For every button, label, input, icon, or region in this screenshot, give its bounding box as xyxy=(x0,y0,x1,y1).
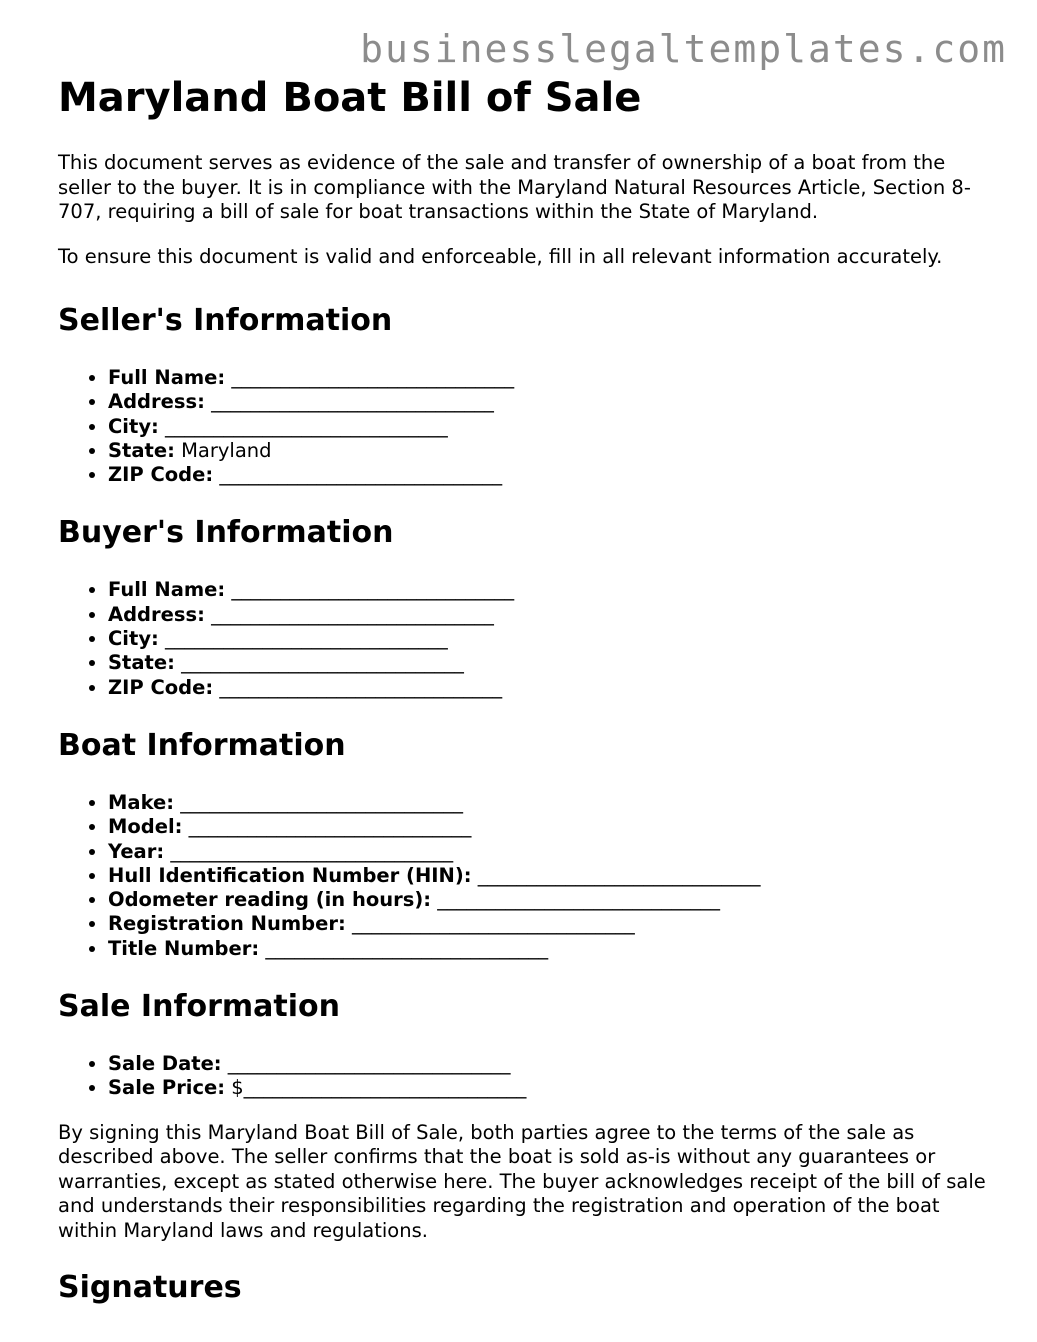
field-blank: _____________________________ xyxy=(471,863,761,887)
field-label: City: xyxy=(108,414,159,438)
buyer-fields-list xyxy=(58,578,998,699)
seller-address-field xyxy=(108,390,998,414)
field-label: City: xyxy=(108,627,159,651)
field-label: ZIP Code: xyxy=(108,675,214,699)
field-blank: _____________________________ xyxy=(221,1052,511,1076)
sale-section-heading: Sale Information xyxy=(58,989,340,1025)
field-label: Sale Date: xyxy=(108,1052,222,1076)
field-label: Make: xyxy=(108,790,175,814)
field-blank: _____________________________ xyxy=(158,627,448,651)
watermark: businesslegaltemplates.com xyxy=(360,27,1007,71)
field-blank: _____________________________ xyxy=(259,936,549,960)
sale-price-field xyxy=(108,1076,998,1100)
page-title: Maryland Boat Bill of Sale xyxy=(58,75,642,121)
field-blank: _____________________________ xyxy=(158,414,448,438)
seller-zip-field xyxy=(108,463,998,487)
field-label: Odometer reading (in hours): xyxy=(108,888,432,912)
seller-fields-list xyxy=(58,366,998,487)
boat-odometer-field xyxy=(108,888,998,912)
seller-full-name-field xyxy=(108,366,998,390)
boat-model-field xyxy=(108,815,998,839)
seller-city-field xyxy=(108,415,998,439)
field-label: State: xyxy=(108,651,175,675)
field-label: Title Number: xyxy=(108,936,260,960)
field-label: Address: xyxy=(108,602,205,626)
sale-date-field xyxy=(108,1052,998,1076)
field-blank: _____________________________ xyxy=(174,790,463,814)
field-label: Full Name: xyxy=(108,578,226,602)
field-label: Full Name: xyxy=(108,366,226,389)
intro-instruction: To ensure this document is valid and enforceable, fill in all relevant information accurately. xyxy=(58,244,943,268)
boat-title-number-field xyxy=(108,937,998,961)
field-label: ZIP Code: xyxy=(108,463,214,487)
boat-year-field xyxy=(108,840,998,864)
document-body xyxy=(58,74,998,1306)
boat-registration-field xyxy=(108,912,998,936)
closing-paragraph: By signing this Maryland Boat Bill of Sale, both parties agree to the terms of the sale as described above. The seller confirms that the boat is sold as-is without any guarantees or warranties, except as stated otherwise here. The buyer acknowledges receipt of the bill of sale and understands their responsibilities regarding the registration and operation of the boat within Maryland laws and regulations. xyxy=(58,1120,986,1242)
boat-fields-list xyxy=(58,791,998,961)
field-label: Registration Number: xyxy=(108,912,346,936)
field-label: Year: xyxy=(108,839,165,863)
buyer-section-heading: Buyer's Information xyxy=(58,515,394,551)
field-blank: _____________________________ xyxy=(225,578,515,602)
field-blank: _____________________________ xyxy=(164,839,454,863)
field-blank: _____________________________ xyxy=(431,888,721,912)
seller-state-field xyxy=(108,439,998,463)
sale-fields-list xyxy=(58,1052,998,1101)
boat-section-heading: Boat Information xyxy=(58,727,346,763)
boat-make-field xyxy=(108,791,998,815)
intro-paragraph: This document serves as evidence of the sale and transfer of ownership of a boat from the seller to the buyer. It is in compliance with the Maryland Natural Resources Article, Section 8-707, requiring a bill of sale for boat transactions within the State of Maryland. xyxy=(58,151,971,223)
field-blank: _____________________________ xyxy=(213,463,503,487)
signatures-section-heading: Signatures xyxy=(58,1270,242,1306)
field-label: State: xyxy=(108,438,175,462)
field-blank: $_____________________________ xyxy=(225,1076,527,1100)
field-blank: _____________________________ xyxy=(345,912,635,936)
field-blank: _____________________________ xyxy=(213,675,503,699)
field-label: Hull Identification Number (HIN): xyxy=(108,863,472,887)
buyer-city-field xyxy=(108,627,998,651)
field-label: Model: xyxy=(108,815,183,839)
field-blank: _____________________________ xyxy=(204,602,494,626)
buyer-address-field xyxy=(108,603,998,627)
field-blank: _____________________________ xyxy=(182,815,472,839)
field-blank: _____________________________ xyxy=(174,651,464,675)
field-value: Maryland xyxy=(174,438,272,462)
buyer-full-name-field xyxy=(108,578,998,602)
buyer-state-field xyxy=(108,651,998,675)
field-blank: _____________________________ xyxy=(204,390,494,414)
buyer-zip-field xyxy=(108,676,998,700)
field-blank: _____________________________ xyxy=(225,366,515,389)
boat-hin-field xyxy=(108,864,998,888)
field-label: Sale Price: xyxy=(108,1076,226,1100)
field-label: Address: xyxy=(108,390,205,414)
seller-section-heading: Seller's Information xyxy=(58,303,393,338)
